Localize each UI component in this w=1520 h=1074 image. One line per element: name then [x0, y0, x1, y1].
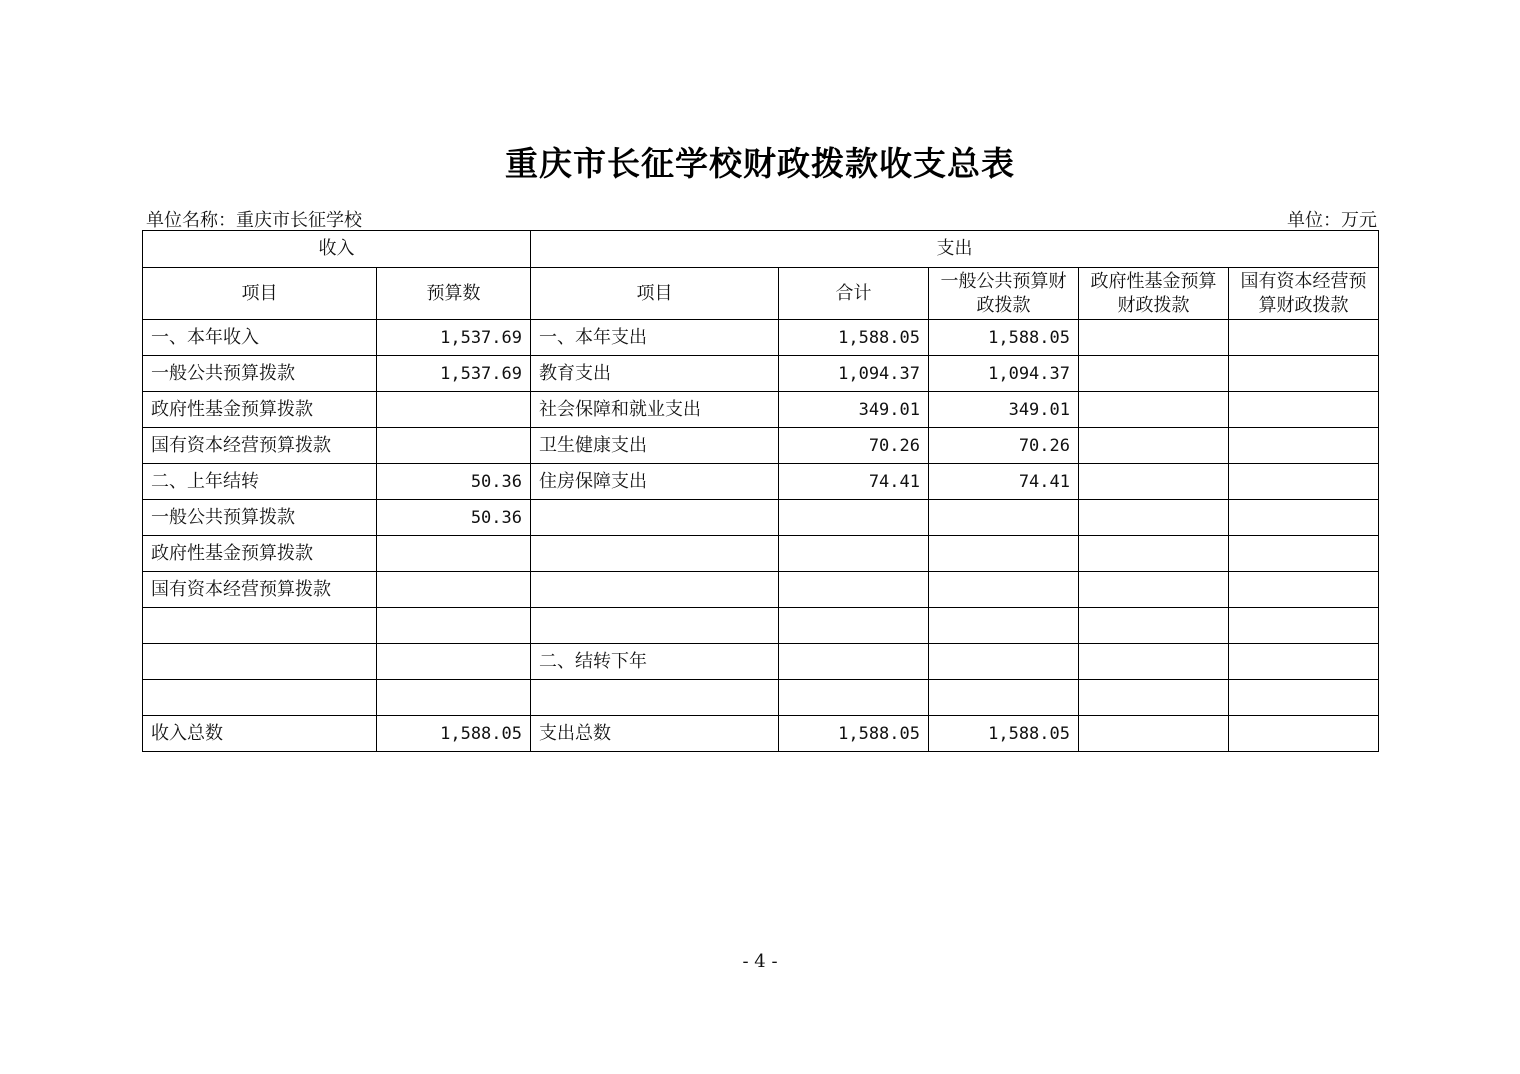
gov-fund-cell [1079, 320, 1229, 356]
total-cell: 1,588.05 [779, 716, 929, 752]
table-row [143, 464, 1379, 500]
expense-header: 支出 [531, 231, 1379, 268]
income-amount-cell [377, 608, 531, 644]
income-amount-cell: 50.36 [377, 464, 531, 500]
gov-fund-cell [1079, 356, 1229, 392]
general-budget-cell [929, 536, 1079, 572]
header-row-group [143, 231, 1379, 268]
income-amount-cell: 1,588.05 [377, 716, 531, 752]
state-capital-cell [1229, 320, 1379, 356]
state-capital-cell [1229, 716, 1379, 752]
general-budget-cell [929, 608, 1079, 644]
total-cell: 1,588.05 [779, 320, 929, 356]
income-amount-cell [377, 680, 531, 716]
header-row-columns [143, 268, 1379, 320]
state-capital-header: 国有资本经营预算财政拨款 [1229, 268, 1379, 320]
income-item-cell: 一般公共预算拨款 [143, 500, 377, 536]
income-amount-cell [377, 428, 531, 464]
total-cell: 74.41 [779, 464, 929, 500]
income-item-cell: 政府性基金预算拨款 [143, 392, 377, 428]
general-budget-cell: 349.01 [929, 392, 1079, 428]
state-capital-cell [1229, 572, 1379, 608]
total-cell: 1,094.37 [779, 356, 929, 392]
page-title: 重庆市长征学校财政拨款收支总表 [505, 144, 1015, 183]
total-header: 合计 [779, 268, 929, 320]
income-amount-cell [377, 536, 531, 572]
table-row [143, 680, 1379, 716]
gov-fund-cell [1079, 716, 1229, 752]
income-item-cell [143, 608, 377, 644]
income-amount-cell [377, 644, 531, 680]
state-capital-cell [1229, 500, 1379, 536]
general-budget-header: 一般公共预算财政拨款 [929, 268, 1079, 320]
gov-fund-cell [1079, 392, 1229, 428]
income-budget-header: 预算数 [377, 268, 531, 320]
income-amount-cell [377, 572, 531, 608]
table-row [143, 428, 1379, 464]
table-row [143, 536, 1379, 572]
income-item-cell: 一、本年收入 [143, 320, 377, 356]
state-capital-cell [1229, 644, 1379, 680]
expense-item-cell: 一、本年支出 [531, 320, 779, 356]
table-row [143, 392, 1379, 428]
expense-item-cell: 教育支出 [531, 356, 779, 392]
state-capital-cell [1229, 356, 1379, 392]
table-row [143, 572, 1379, 608]
income-item-cell [143, 644, 377, 680]
income-amount-cell: 1,537.69 [377, 356, 531, 392]
income-item-cell: 一般公共预算拨款 [143, 356, 377, 392]
expense-item-header: 项目 [531, 268, 779, 320]
general-budget-cell [929, 680, 1079, 716]
state-capital-cell [1229, 536, 1379, 572]
budget-table [142, 230, 1379, 752]
income-header: 收入 [143, 231, 531, 268]
state-capital-cell [1229, 428, 1379, 464]
table-row [143, 608, 1379, 644]
expense-item-cell [531, 572, 779, 608]
gov-fund-cell [1079, 644, 1229, 680]
gov-fund-cell [1079, 428, 1229, 464]
total-cell [779, 572, 929, 608]
general-budget-cell [929, 644, 1079, 680]
gov-fund-cell [1079, 572, 1229, 608]
income-item-cell [143, 680, 377, 716]
gov-fund-cell [1079, 608, 1229, 644]
total-cell [779, 680, 929, 716]
income-item-cell: 国有资本经营预算拨款 [143, 572, 377, 608]
expense-item-cell [531, 608, 779, 644]
expense-item-cell [531, 680, 779, 716]
gov-fund-cell [1079, 500, 1229, 536]
total-cell: 70.26 [779, 428, 929, 464]
income-item-header: 项目 [143, 268, 377, 320]
total-cell [779, 608, 929, 644]
income-item-cell: 收入总数 [143, 716, 377, 752]
table-row [143, 500, 1379, 536]
gov-fund-cell [1079, 464, 1229, 500]
general-budget-cell [929, 572, 1079, 608]
state-capital-cell [1229, 392, 1379, 428]
table-body [143, 320, 1379, 752]
gov-fund-header: 政府性基金预算财政拨款 [1079, 268, 1229, 320]
table-row [143, 356, 1379, 392]
unit-name: 单位名称：重庆市长征学校 [146, 210, 362, 231]
general-budget-cell: 70.26 [929, 428, 1079, 464]
state-capital-cell [1229, 608, 1379, 644]
general-budget-cell: 1,588.05 [929, 716, 1079, 752]
state-capital-cell [1229, 464, 1379, 500]
expense-item-cell: 卫生健康支出 [531, 428, 779, 464]
total-cell: 349.01 [779, 392, 929, 428]
expense-item-cell: 二、结转下年 [531, 644, 779, 680]
expense-item-cell [531, 500, 779, 536]
general-budget-cell: 1,094.37 [929, 356, 1079, 392]
unit-label: 单位：万元 [1287, 210, 1377, 231]
income-item-cell: 二、上年结转 [143, 464, 377, 500]
page-number: - 4 - [742, 951, 778, 972]
expense-item-cell [531, 536, 779, 572]
income-amount-cell [377, 392, 531, 428]
table-row [143, 320, 1379, 356]
table-row [143, 644, 1379, 680]
income-item-cell: 国有资本经营预算拨款 [143, 428, 377, 464]
state-capital-cell [1229, 680, 1379, 716]
expense-item-cell: 支出总数 [531, 716, 779, 752]
total-cell [779, 536, 929, 572]
income-item-cell: 政府性基金预算拨款 [143, 536, 377, 572]
income-amount-cell: 50.36 [377, 500, 531, 536]
table-row [143, 716, 1379, 752]
general-budget-cell: 74.41 [929, 464, 1079, 500]
income-amount-cell: 1,537.69 [377, 320, 531, 356]
general-budget-cell: 1,588.05 [929, 320, 1079, 356]
gov-fund-cell [1079, 680, 1229, 716]
general-budget-cell [929, 500, 1079, 536]
expense-item-cell: 社会保障和就业支出 [531, 392, 779, 428]
total-cell [779, 500, 929, 536]
gov-fund-cell [1079, 536, 1229, 572]
total-cell [779, 644, 929, 680]
expense-item-cell: 住房保障支出 [531, 464, 779, 500]
